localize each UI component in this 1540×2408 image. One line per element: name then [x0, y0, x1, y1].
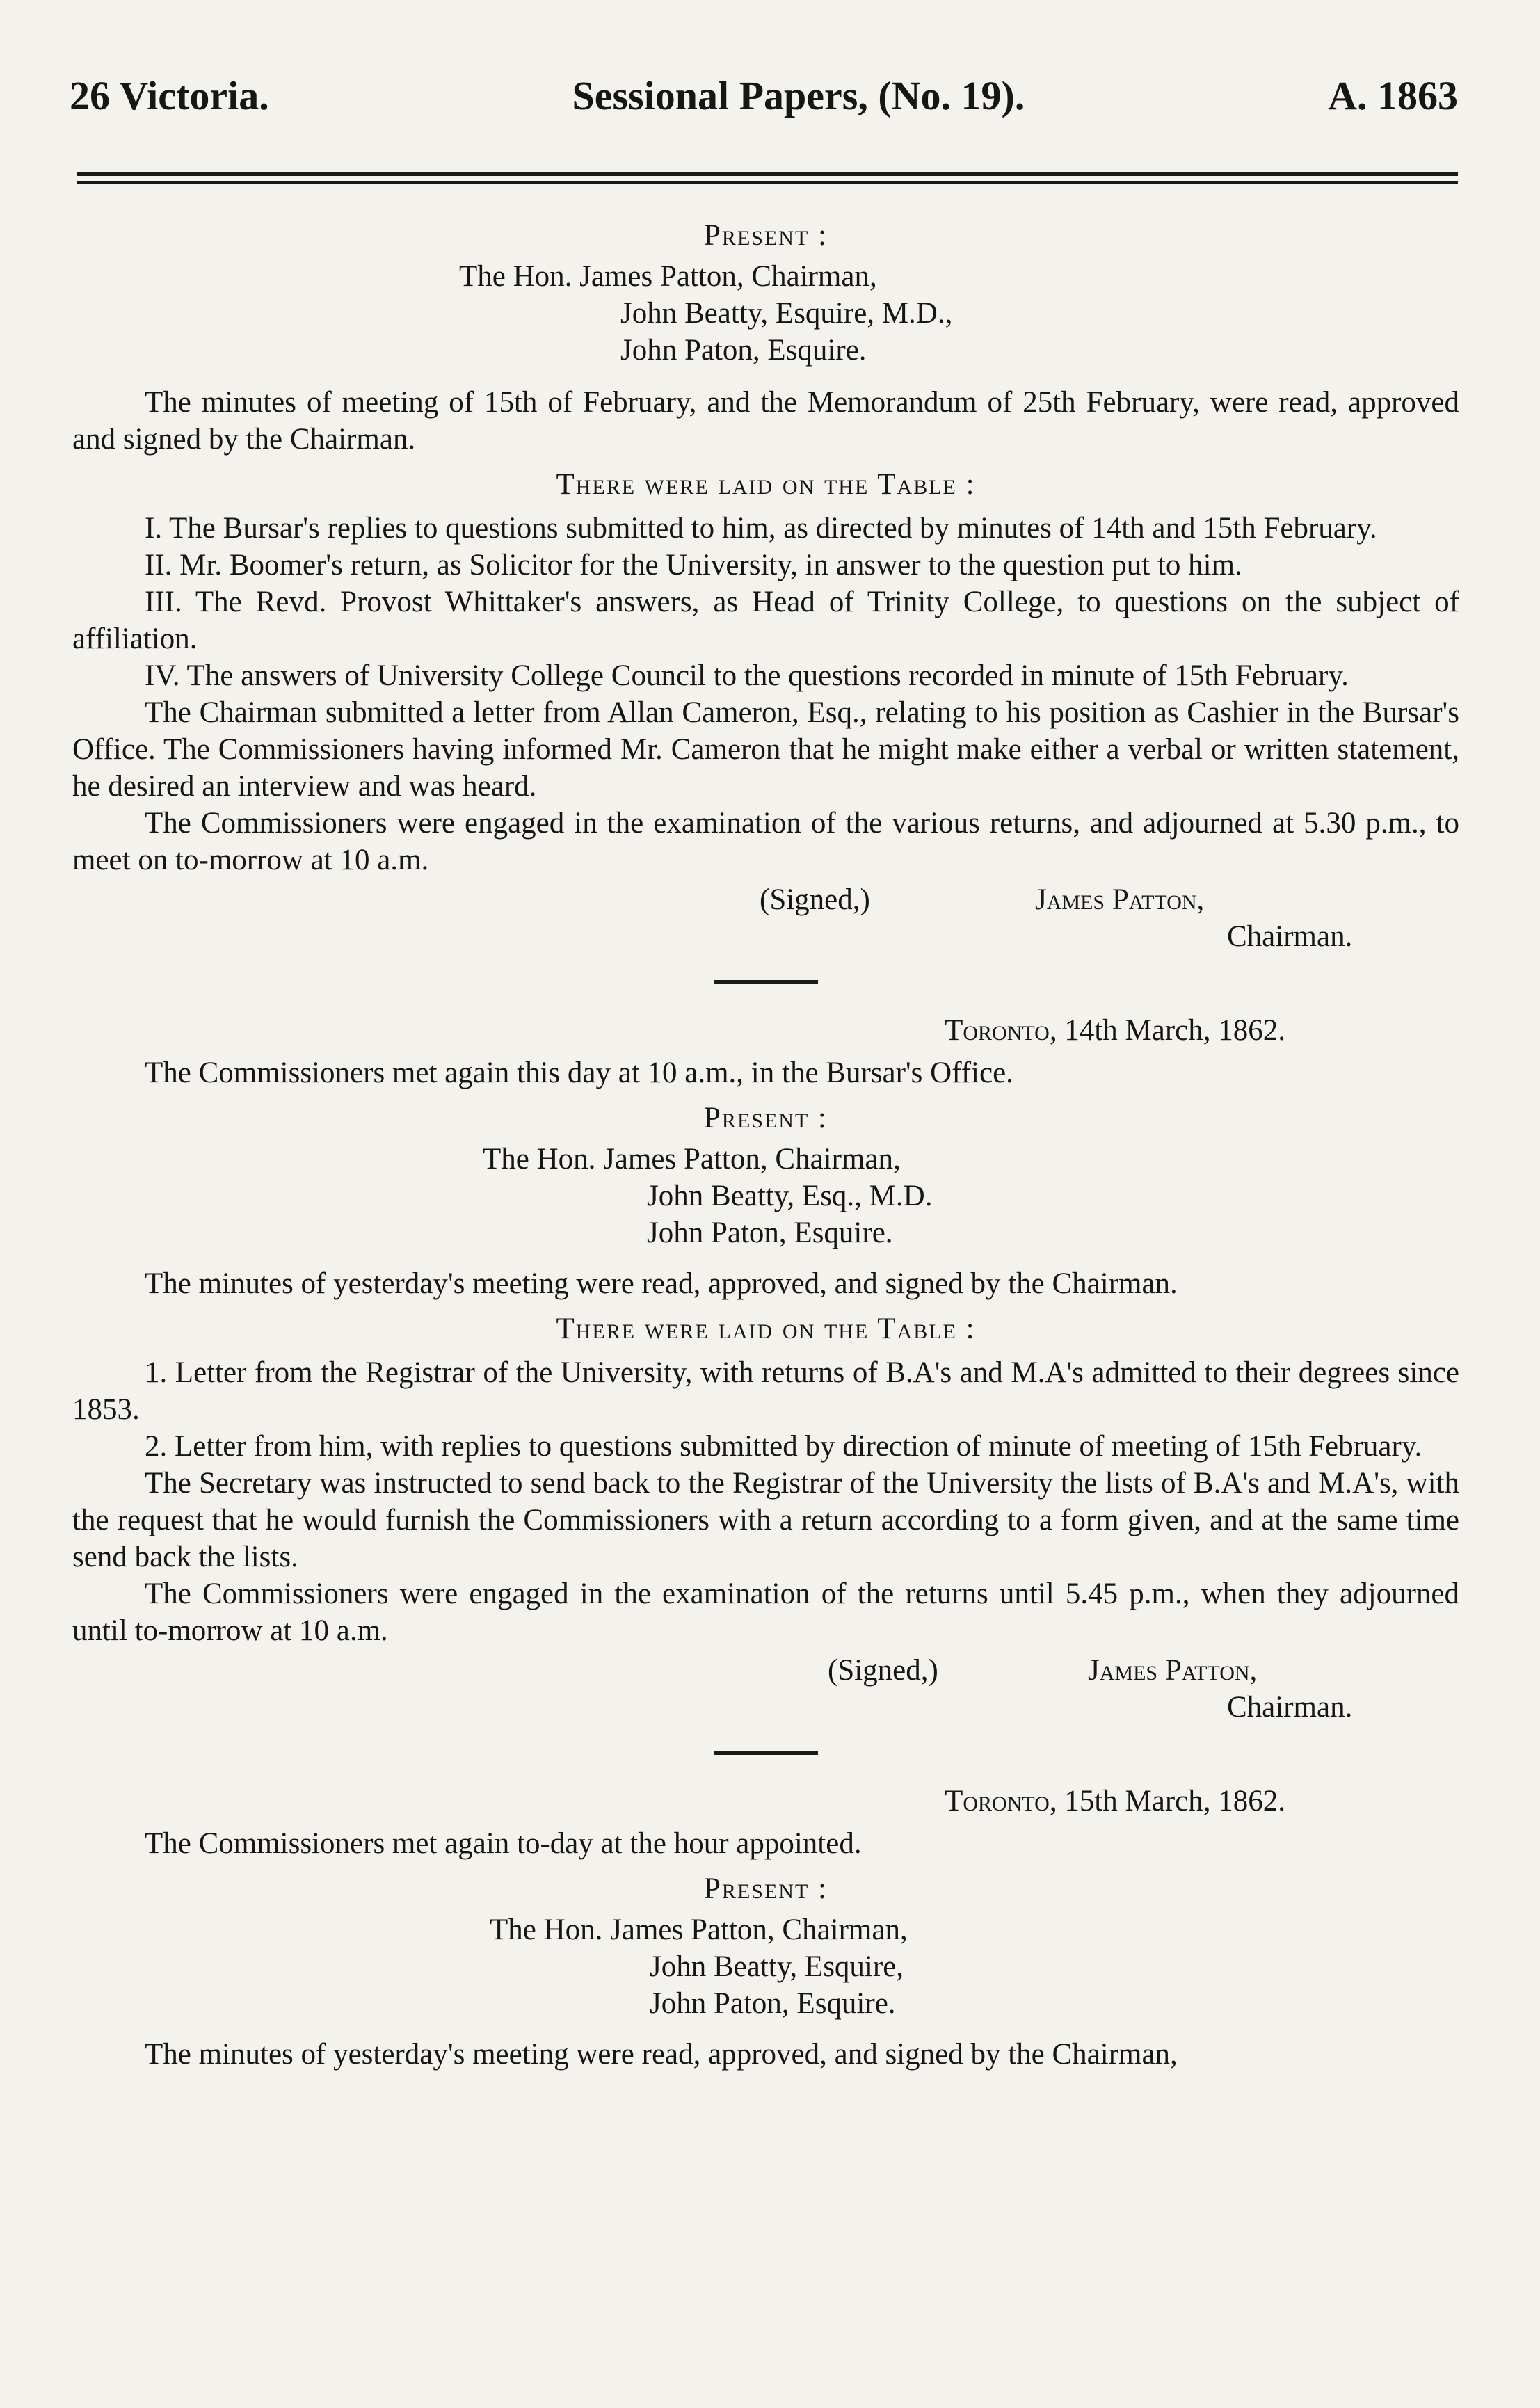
running-head [70, 72, 1458, 119]
laid-on-table-heading: There were laid on the Table : [556, 1313, 976, 1345]
minutes-paragraph: The minutes of yesterday's meeting were read, approved, and signed by the Chairman. [145, 1267, 1178, 1300]
section-separator [714, 980, 818, 984]
attendee-list [72, 258, 1459, 369]
signed-label: (Signed,) [760, 883, 870, 916]
header-double-rule [77, 172, 1458, 189]
table-item: 1. Letter from the Registrar of the University, with returns of B.A's and M.A's admitted to their degrees since 1853. [72, 1356, 1459, 1426]
table-item: I. The Bursar's replies to questions submitted to him, as directed by minutes of 14th and 15th February. [145, 512, 1377, 545]
attendee: The Hon. James Patton, Chairman, [483, 1143, 901, 1175]
table-item: III. The Revd. Provost Whittaker's answers, as Head of Trinity College, to questions on the subject of affiliation. [72, 586, 1459, 655]
attendee: The Hon. James Patton, Chairman, [490, 1913, 908, 1946]
dateline-place: Toronto, [945, 1785, 1057, 1817]
signature-line [72, 881, 1459, 918]
table-item: IV. The answers of University College Council to the questions recorded in minute of 15th February. [145, 659, 1349, 692]
present-heading: Present : [704, 1102, 828, 1134]
dateline [72, 1783, 1459, 1820]
signer-name: James Patton, [1035, 883, 1205, 916]
signer-title-line [72, 1689, 1459, 1726]
section-separator [714, 1751, 818, 1755]
signature-line [72, 1652, 1459, 1689]
dateline [72, 1012, 1459, 1049]
attendee: John Beatty, Esq., M.D. [647, 1180, 933, 1212]
attendee: The Hon. James Patton, Chairman, [459, 260, 877, 293]
dateline-place: Toronto, [945, 1014, 1057, 1047]
body-paragraph: The Chairman submitted a letter from Allan Cameron, Esq., relating to his position as Cashier in the Bursar's Office. The Commissioners having informed Mr. Cameron that he might make either a verbal or written statement, he desired an interview and was heard. [72, 696, 1459, 803]
signer-name: James Patton, [1088, 1654, 1258, 1687]
present-heading: Present : [704, 219, 828, 252]
table-item: 2. Letter from him, with replies to questions submitted by direction of minute of meeting of 15th February. [145, 1430, 1422, 1463]
opening-paragraph: The Commissioners met again to-day at the hour appointed. [145, 1827, 862, 1860]
opening-paragraph: The Commissioners met again this day at 10 a.m., in the Bursar's Office. [145, 1057, 1013, 1089]
signed-label: (Signed,) [828, 1654, 938, 1687]
laid-on-table-heading: There were laid on the Table : [556, 468, 976, 501]
signer-title: Chairman. [1227, 920, 1353, 953]
dateline-date: 15th March, 1862. [1064, 1785, 1285, 1817]
minutes-paragraph: The minutes of yesterday's meeting were read, approved, and signed by the Chairman, [145, 2038, 1178, 2071]
body-paragraph: The Commissioners were engaged in the examination of the returns until 5.45 p.m., when they adjourned until to-morrow at 10 a.m. [72, 1578, 1459, 1647]
attendee: John Paton, Esquire. [647, 1217, 893, 1249]
attendee: John Beatty, Esquire, M.D., [620, 297, 953, 330]
attendee: John Beatty, Esquire, [650, 1950, 904, 1983]
attendee: John Paton, Esquire. [620, 334, 867, 367]
minutes-paragraph: The minutes of meeting of 15th of February, and the Memorandum of 25th February, were read, approved and signed by the Chairman. [72, 386, 1459, 456]
running-head-right: A. 1863 [1328, 73, 1458, 118]
body-paragraph: The Commissioners were engaged in the examination of the various returns, and adjourned at 5.30 p.m., to meet on to-morrow at 10 a.m. [72, 807, 1459, 876]
table-item: II. Mr. Boomer's return, as Solicitor for the University, in answer to the question put to him. [145, 549, 1242, 581]
attendee-list [72, 1141, 1459, 1251]
signer-title: Chairman. [1227, 1691, 1353, 1724]
attendee-list [72, 1911, 1459, 2022]
attendee: John Paton, Esquire. [650, 1987, 896, 2020]
running-head-center: Sessional Papers, (No. 19). [572, 73, 1025, 118]
body-paragraph: The Secretary was instructed to send back to the Registrar of the University the lists of B.A's and M.A's, with the request that he would furnish the Commissioners with a return according to a form given, and at the same time send back the lists. [72, 1467, 1459, 1573]
present-heading: Present : [704, 1872, 828, 1905]
signer-title-line [72, 918, 1459, 955]
document-body [72, 209, 1459, 2073]
dateline-date: 14th March, 1862. [1064, 1014, 1285, 1047]
running-head-left: 26 Victoria. [70, 73, 269, 118]
